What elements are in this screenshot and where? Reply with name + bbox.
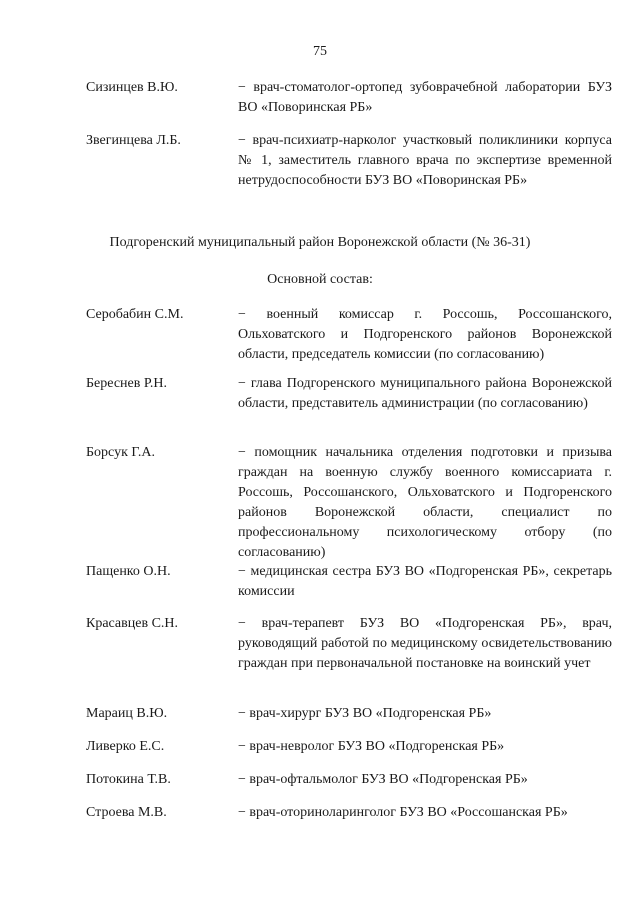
member-description: − медицинская сестра БУЗ ВО «Подгоренская РБ», секретарь комиссии — [238, 564, 612, 599]
member-description: − военный комиссар г. Россошь, Россошанского, Ольховатского и Подгоренского районов Воронежской области, председатель комиссии (по согласованию) — [238, 307, 612, 362]
member-description: − помощник начальника отделения подготовки и призыва граждан на военную службу военного комиссариата г. Россошь, Россошанского, Ольховатского и Подгоренского районов Воронежской области, специалист по профессиональному психологическому отбору (по согласованию) — [238, 445, 612, 560]
member-name: Береснев Р.Н. — [86, 376, 167, 391]
composition-heading: Основной состав: — [267, 272, 373, 287]
member-name: Потокина Т.В. — [86, 772, 171, 787]
member-description: − врач-стоматолог-ортопед зубоврачебной лаборатории БУЗ ВО «Поворинская РБ» — [238, 80, 612, 115]
member-description: − врач-оториноларинголог БУЗ ВО «Россошанская РБ» — [238, 805, 568, 820]
member-description: − врач-психиатр-нарколог участковый поликлиники корпуса № 1, заместитель главного врача по экспертизе временной нетрудоспособности БУЗ ВО «Поворинская РБ» — [238, 133, 612, 188]
member-name: Строева М.В. — [86, 805, 167, 820]
member-name: Серобабин С.М. — [86, 307, 184, 322]
member-name: Звегинцева Л.Б. — [86, 133, 181, 148]
member-name: Красавцев С.Н. — [86, 616, 179, 631]
member-name: Пащенко О.Н. — [86, 564, 171, 579]
member-name: Ливерко Е.С. — [86, 739, 165, 754]
member-description: − врач-терапевт БУЗ ВО «Подгоренская РБ», врач, руководящий работой по медицинскому освидетельствованию граждан при первоначальной постановке на воинский учет — [238, 616, 612, 671]
member-description: − глава Подгоренского муниципального района Воронежской области, представитель администрации (по согласованию) — [238, 376, 612, 411]
member-name: Мараиц В.Ю. — [86, 706, 168, 721]
member-description: − врач-невролог БУЗ ВО «Подгоренская РБ» — [238, 739, 505, 754]
member-name: Борсук Г.А. — [86, 445, 155, 460]
member-name: Сизинцев В.Ю. — [86, 80, 178, 95]
district-heading: Подгоренский муниципальный район Воронежской области (№ 36-31) — [109, 235, 531, 250]
member-description: − врач-хирург БУЗ ВО «Подгоренская РБ» — [238, 706, 492, 721]
member-description: − врач-офтальмолог БУЗ ВО «Подгоренская РБ» — [238, 772, 528, 787]
page-number: 75 — [313, 44, 327, 59]
